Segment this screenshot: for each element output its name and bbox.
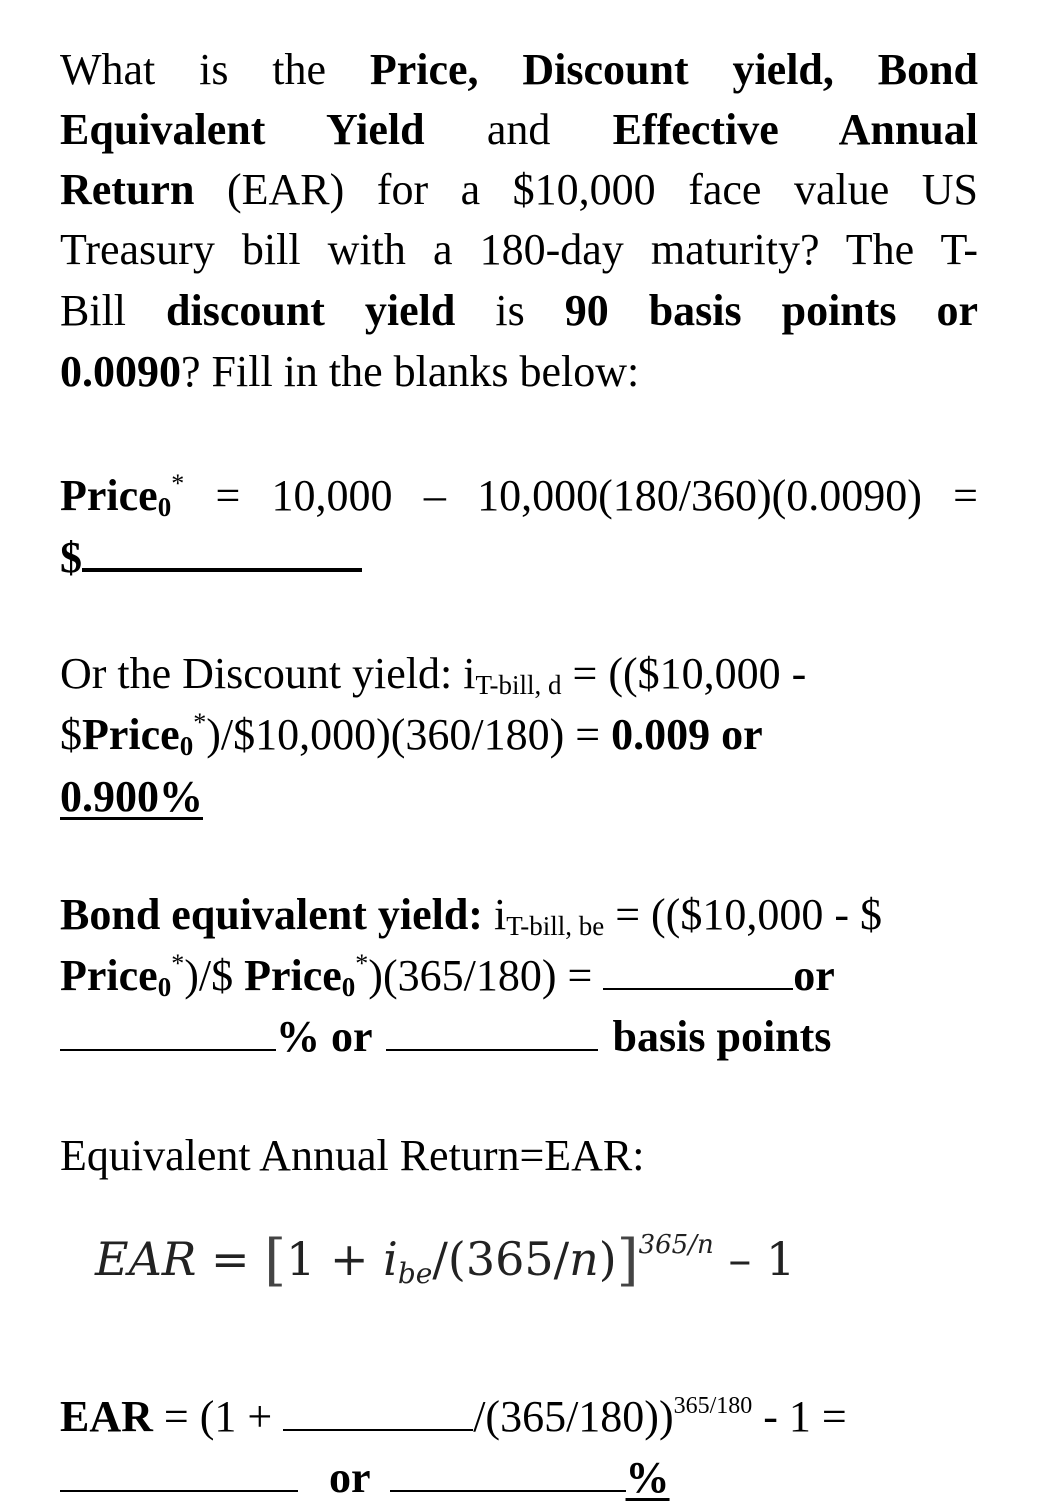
question-line-3 [60,165,978,214]
ear-symbol: EAR [95,1232,197,1286]
discount-yield-percent: 0.900% [60,772,203,821]
question-text: is [495,286,525,335]
be-subscript: be [397,1257,433,1290]
ear-decimal-blank[interactable] [60,1456,298,1492]
equivalent-yield-term: Equivalent Yield [60,105,425,154]
price-equation [60,469,978,522]
discount-yield-label: Or the Discount yield: i [60,649,476,698]
equals-sign: = [196,1232,265,1286]
question-line-5 [60,286,979,335]
discount-value: 0.0090 [60,347,181,396]
bey-expr: = (($10,000 - $ [604,890,882,939]
bey-percent-blank[interactable] [60,1015,276,1051]
price-expression: = 10,000 – 10,000(180/360)(0.0090) = [215,471,978,520]
bey-decimal-blank[interactable] [603,954,793,990]
bey-expr: )/$ [184,951,245,1000]
price-answer-line [60,534,362,580]
discount-yield-subscript: T-bill, d [475,670,562,700]
price-word: Price [82,710,180,759]
ear-calc-line-2 [60,1453,670,1502]
formula-mid: /(365/ [432,1232,570,1286]
price-word: Price [244,951,342,1000]
percent-or-text: % or [276,1012,373,1061]
discount-yield-expr: = (($10,000 - [561,649,807,698]
bey-basis-points-blank[interactable] [386,1015,598,1051]
price-dollar-sign: $ [60,533,82,582]
basis-points-term: 90 basis points or [564,286,979,335]
ear-percent-blank[interactable] [390,1456,626,1492]
discount-yield-line-3 [60,772,203,821]
question-line-6 [60,347,640,396]
one-plus: 1 + [286,1232,384,1286]
effective-annual-term: Effective Annual [612,105,978,154]
bey-line-1 [60,890,882,941]
bond-term: Bond [877,45,979,94]
or-text: or [793,951,835,1000]
question-text: (EAR) for a $10,000 face value US [226,165,978,214]
bey-subscript: T-bill, be [506,911,605,941]
price-subscript: 0 [157,492,172,522]
ear-label: EAR [60,1392,153,1441]
discount-yield-value: 0.009 or [611,710,763,759]
ear-heading: Equivalent Annual Return=EAR: [60,1131,645,1180]
price-subscript: 0 [341,972,356,1002]
ear-formula [95,1224,796,1293]
discount-yield-term: discount yield [166,286,456,335]
discount-yield-line-2 [60,708,763,761]
discount-yield-term: Discount yield, [522,45,834,94]
question-line-4: Treasury bill with a 180-day maturity? The T- [60,225,978,274]
price-superscript: * [171,469,185,498]
question-text: and [486,105,551,154]
price-word: Price [60,471,158,520]
return-term: Return [60,165,195,214]
percent-sign: % [625,1453,670,1502]
basis-points-text: basis points [612,1012,832,1061]
ear-ibe-blank[interactable] [283,1395,473,1431]
i-symbol: i [383,1232,398,1286]
bey-line-2 [60,949,835,1002]
price-word: Price [60,951,158,1000]
bey-line-3 [60,1012,832,1061]
discount-yield-line-1 [60,649,807,700]
price-term: Price, [369,45,479,94]
bey-label: Bond equivalent yield: [60,890,483,939]
question-text: ? Fill in the blanks below: [181,347,640,396]
discount-yield-expr: )/$10,000)(360/180) = [206,710,612,759]
ear-calc-line-1 [60,1392,847,1441]
question-text: Bill [60,286,127,335]
price-superscript: * [355,949,369,978]
left-bracket: [ [264,1228,287,1293]
ear-exponent: 365/n [638,1230,714,1260]
price-subscript: 0 [179,731,194,761]
ear-exponent: 365/180 [673,1393,753,1419]
bey-i: i [482,890,507,939]
question-text: What is the [60,45,327,94]
question-line-1 [60,45,979,94]
bey-expr: )(365/180) = [368,951,604,1000]
n-symbol: n [569,1232,599,1286]
ear-calc-expr: - 1 = [752,1392,847,1441]
close-paren: ) [598,1232,617,1286]
dollar-sign: $ [60,710,82,759]
question-line-2 [60,105,978,154]
price-superscript: * [171,949,185,978]
ear-calc-expr: = (1 + [152,1392,284,1441]
price-answer-blank[interactable] [82,534,362,572]
price-subscript: 0 [157,972,172,1002]
price-label [60,471,184,520]
or-text: or [329,1453,371,1502]
price-superscript: * [193,708,207,737]
ear-calc-expr: /(365/180)) [473,1392,674,1441]
minus-one: – 1 [713,1232,796,1286]
right-bracket: ] [616,1228,639,1293]
